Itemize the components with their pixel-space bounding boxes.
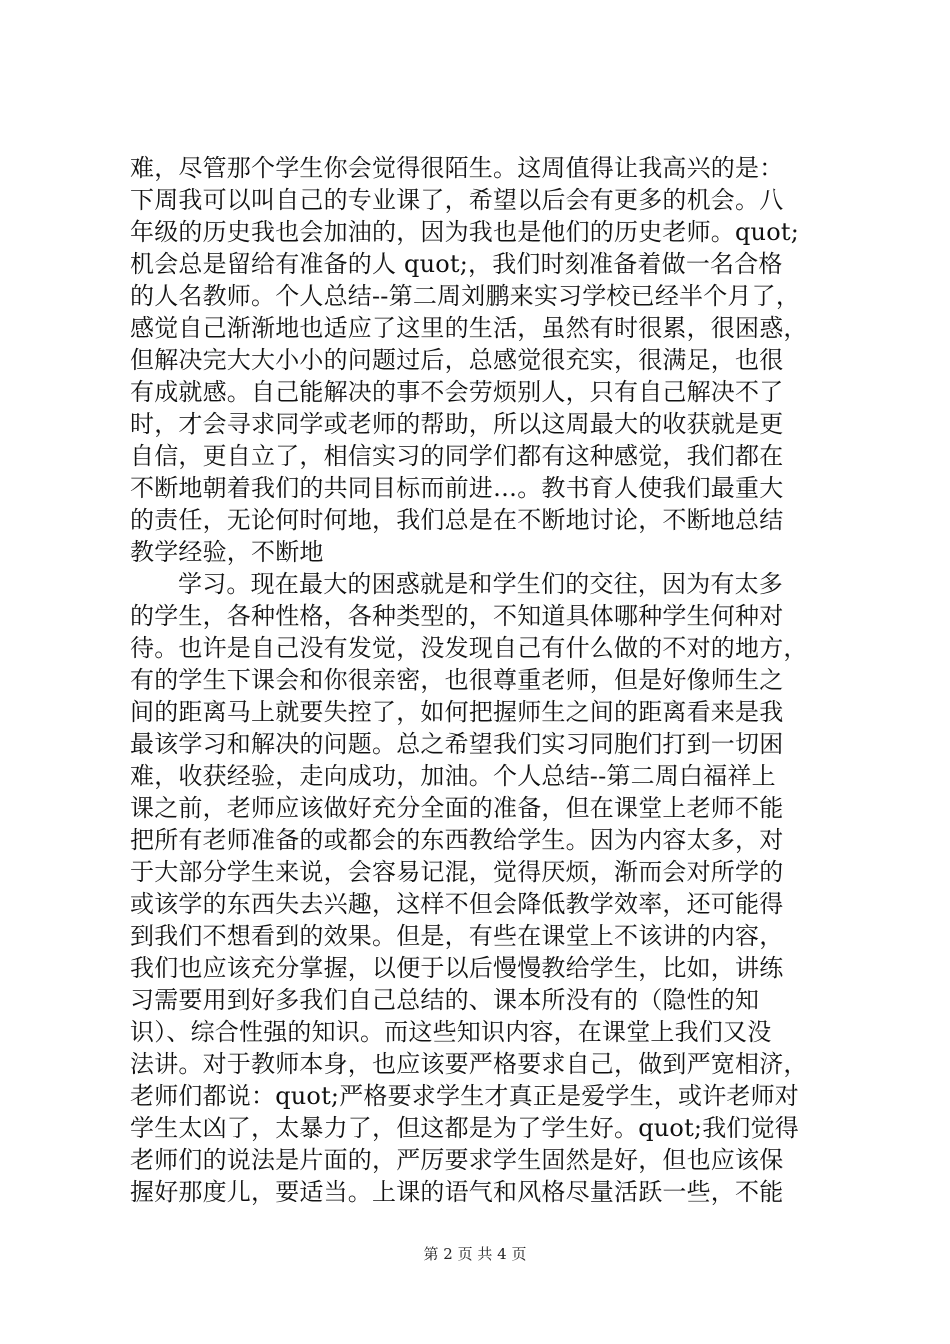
text-line: 课之前，老师应该做好充分全面的准备，但在课堂上老师不能: [130, 794, 784, 822]
text-line: 识）、综合性强的知识。而这些知识内容，在课堂上我们又没: [130, 1018, 772, 1046]
text-line: 机会总是留给有准备的人 quot;，我们时刻准备着做一名合格: [130, 250, 783, 278]
text-line: 最该学习和解决的问题。总之希望我们实习同胞们打到一切困: [130, 730, 784, 758]
text-line: 间的距离马上就要失控了，如何把握师生之间的距离看来是我: [130, 698, 784, 726]
text-line: 有成就感。自己能解决的事不会劳烦别人，只有自己解决不了: [130, 378, 784, 406]
text-line: 习需要用到好多我们自己总结的、课本所没有的（隐性的知: [130, 986, 760, 1014]
text-line: 到我们不想看到的效果。但是，有些在课堂上不该讲的内容，: [130, 922, 784, 950]
text-line: 但解决完大大小小的问题过后，总感觉很充实，很满足，也很: [130, 346, 784, 374]
text-line: 的学生，各种性格，各种类型的，不知道具体哪种学生何种对: [130, 602, 784, 630]
text-line: 待。也许是自己没有发觉，没发现自己有什么做的不对的地方，: [130, 634, 808, 662]
text-line: 老师们的说法是片面的，严厉要求学生固然是好，但也应该保: [130, 1146, 784, 1174]
page-footer: 第 2 页 共 4 页: [423, 1245, 527, 1263]
text-line: 握好那度儿，要适当。上课的语气和风格尽量活跃一些，不能: [130, 1178, 784, 1206]
text-line: 老师们都说：quot;严格要求学生才真正是爱学生，或许老师对: [130, 1082, 799, 1110]
text-line: 不断地朝着我们的共同目标而前进…。教书育人使我们最重大: [130, 474, 784, 502]
text-line: 有的学生下课会和你很亲密，也很尊重老师，但是好像师生之: [130, 666, 784, 694]
text-line: 我们也应该充分掌握，以便于以后慢慢教给学生，比如，讲练: [130, 954, 784, 982]
text-line: 下周我可以叫自己的专业课了，希望以后会有更多的机会。八: [130, 186, 784, 214]
text-line: 把所有老师准备的或都会的东西教给学生。因为内容太多，对: [130, 826, 784, 854]
text-line: 于大部分学生来说，会容易记混，觉得厌烦，渐而会对所学的: [130, 858, 784, 886]
text-line: 的人名教师。个人总结--第二周刘鹏来实习学校已经半个月了，: [130, 282, 801, 310]
text-line: 法讲。对于教师本身，也应该要严格要求自己，做到严宽相济，: [130, 1050, 808, 1078]
text-line: 感觉自己渐渐地也适应了这里的生活，虽然有时很累，很困惑，: [130, 314, 808, 342]
text-line: 难，收获经验，走向成功，加油。个人总结--第二周白福祥上: [130, 762, 776, 790]
paragraph-start-line: 学习。现在最大的困惑就是和学生们的交往，因为有太多: [178, 570, 783, 598]
text-line: 或该学的东西失去兴趣，这样不但会降低教学效率，还可能得: [130, 890, 784, 918]
text-line: 自信，更自立了，相信实习的同学们都有这种感觉，我们都在: [130, 442, 784, 470]
text-line: 教学经验，不断地: [130, 538, 324, 566]
text-line: 难，尽管那个学生你会觉得很陌生。这周值得让我高兴的是：: [130, 154, 784, 182]
document-body: [130, 152, 830, 1208]
text-line: 的责任，无论何时何地，我们总是在不断地讨论，不断地总结: [130, 506, 784, 534]
text-line: 学生太凶了，太暴力了，但这都是为了学生好。quot;我们觉得: [130, 1114, 799, 1142]
text-line: 时，才会寻求同学或老师的帮助，所以这周最大的收获就是更: [130, 410, 784, 438]
text-line: 年级的历史我也会加油的，因为我也是他们的历史老师。quot;: [130, 218, 799, 246]
